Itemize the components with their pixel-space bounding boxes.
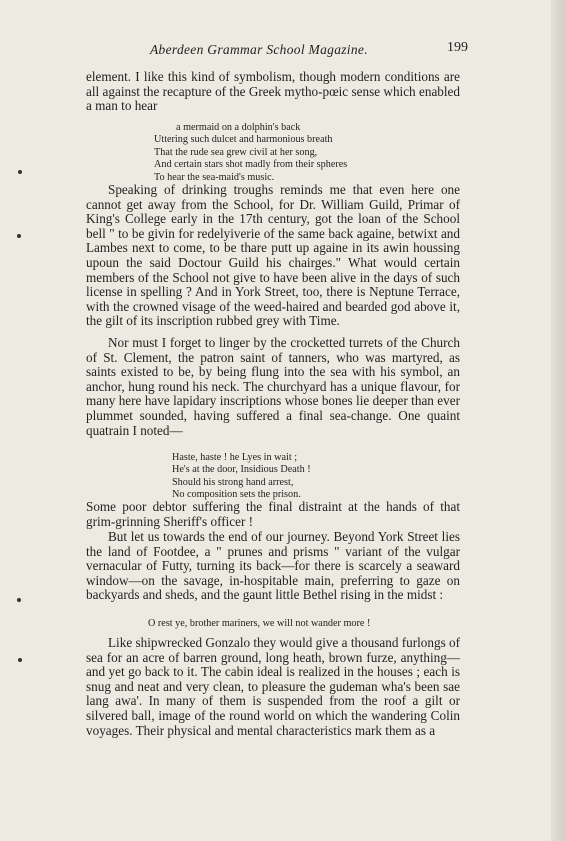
poem-line: He's at the door, Insidious Death ! (172, 464, 311, 476)
paragraph-3 (86, 336, 460, 438)
poem-line: a mermaid on a dolphin's back (176, 122, 301, 133)
paragraph-4 (86, 500, 460, 529)
poem-line: And certain stars shot madly from their spheres (154, 159, 348, 171)
page-number: 199 (447, 40, 468, 55)
running-header: Aberdeen Grammar School Magazine. (150, 42, 368, 57)
paragraph-3-text: Nor must I forget to linger by the crocketted turrets of the Church of St. Clement, the patron saint of tanners, who was martyred, as saints existed to be, by being flung into the sea with his symbol, an anchor, hung round his neck. The churchyard has a unique flavour, for many here have lapidary inscriptions whose bones lie deeper than ever plummet sounded, having suffered a final sea-change. One quaint quatrain I noted— (86, 335, 460, 438)
paragraph-1-text: element. I like this kind of symbolism, though modern conditions are all against the recapture of the Greek mytho-pœic sense which enabled a man to hear (86, 69, 460, 114)
poem-epitaph (172, 452, 311, 502)
paragraph-1 (86, 70, 460, 114)
poem-line: Uttering such dulcet and harmonious breath (154, 134, 333, 146)
paragraph-2 (86, 183, 460, 329)
poem-line: Should his strong hand arrest, (172, 476, 294, 488)
paragraph-5-text: But let us towards the end of our journey. Beyond York Street lies the land of Footdee, a " prunes and prisms " variant of the vulgar vernacular of Futty, turning its back—for there is scarcely a seaward window—on the savage, in-hospitable main, preferring to gaze on backyards and sheds, and the gaunt little Bethel rising in the midst : (86, 529, 460, 603)
paragraph-4-text: Some poor debtor suffering the final distraint at the hands of that grim-grinning Sheriff's officer ! (86, 499, 460, 529)
page-edge (551, 0, 565, 841)
poem-line: Haste, haste ! he Lyes in wait ; (172, 452, 298, 463)
poem-line: No composition sets the prison. (172, 489, 301, 501)
quote-line: O rest ye, brother mariners, we will not wander more ! (148, 618, 371, 629)
margin-mark (17, 234, 21, 238)
poem-line: To hear the sea-maid's music. (154, 171, 275, 183)
quote-mariners (148, 618, 370, 630)
paragraph-6 (86, 636, 460, 738)
margin-mark (17, 598, 21, 602)
margin-mark (18, 658, 22, 662)
poem-mermaid (154, 122, 347, 184)
paragraph-2-text: Speaking of drinking troughs reminds me that even here one cannot get away from the School, for Dr. William Guild, Primar of King's College early in the 17th century, got the loan of the School bell " to be givin for redelyiverie of the same back againe, betwixt and Lambes next to come, to be thare putt up againe in its awin houssing upoun the said Doctour Guild his chairges." What would certain members of the School not give to have been alive in the days of such license in spelling ? And in York Street, too, there is Neptune Terrace, with the crowned visage of the weed-haired and bearded god above it, the gilt of its inscription rubbed grey with Time. (86, 182, 460, 329)
margin-mark (18, 170, 22, 174)
paragraph-5 (86, 530, 460, 603)
paragraph-6-text: Like shipwrecked Gonzalo they would give a thousand furlongs of sea for an acre of barren ground, long heath, brown furze, anything—and yet go back to it. The cabin ideal is realized in the houses ; each is snug and neat and very clean, to pleasure the gudeman wha's been sae lang awa'. In many of them is suspended from the roof a gilt or silvered ball, image of the round world on which the wandering Colin voyages. Their physical and mental characteristics mark them as a (86, 635, 460, 738)
poem-line: That the rude sea grew civil at her song, (154, 146, 318, 158)
